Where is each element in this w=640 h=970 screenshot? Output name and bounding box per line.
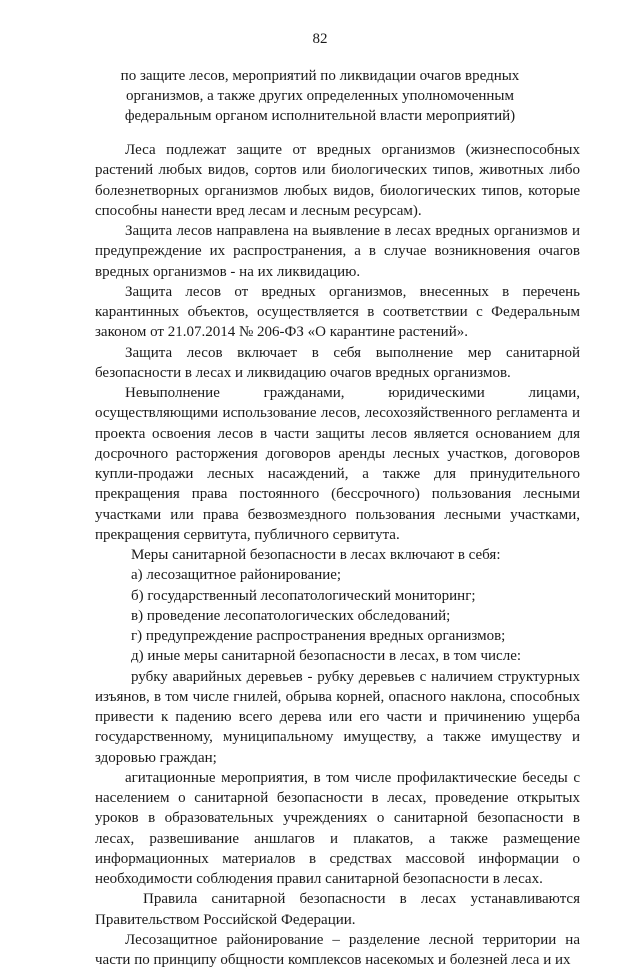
paragraph: Леса подлежат защите от вредных организмов (жизнеспособных растений любых видов, сортов или биологических типов, животных либо болезнетворных организмов любых видов, биологических типов, которые способны нанести вред лесам и лесным ресурсам). [95,142,580,219]
heading-line: федеральным органом исполнительной власти мероприятий) [124,108,516,124]
page-number: 82 [312,31,328,47]
sub-paragraph: рубку аварийных деревьев - рубку деревьев с наличием структурных изъянов, в том числе гнилей, обрыва корней, опасного наклона, способных привести к падению всего дерева или его части и причинению ущерба государственному, муниципальному имуществу, а также имуществу и здоровью граждан; [95,668,580,766]
heading-line: по защите лесов, мероприятий по ликвидации очагов вредных [120,68,520,84]
measures-list-item: а) лесозащитное районирование; [131,567,342,584]
measures-list-item: б) государственный лесопатологический мониторинг; [131,587,476,604]
sub-paragraph: агитационные мероприятия, в том числе профилактические беседы с населением о санитарной безопасности в лесах, проведение открытых уроков в образовательных учреждениях о санитарной безопасности в лесах, развешивание аншлагов и плакатов, а также размещение информационных материалов в средствах массовой информации о необходимости соблюдения правил санитарной безопасности в лесах. [95,769,580,887]
paragraph: Защита лесов направлена на выявление в лесах вредных организмов и предупреждение их распространения, а в случае возникновения очагов вредных организмов - на их ликвидацию. [95,223,580,280]
measures-list-item: в) проведение лесопатологических обследований; [131,607,451,624]
measures-list-item: г) предупреждение распространения вредных организмов; [131,628,506,644]
paragraph: Защита лесов включает в себя выполнение мер санитарной безопасности в лесах и ликвидацию очагов вредных организмов. [95,344,580,381]
paragraph: Правила санитарной безопасности в лесах устанавливаются Правительством Российской Федерации. [95,891,580,928]
heading-line: организмов, а также других определенных уполномоченным [126,88,514,104]
paragraph: Защита лесов от вредных организмов, внесенных в перечень карантинных объектов, осуществляется в соответствии с Федеральным законом от 21.07.2014 № 206-ФЗ «О карантине растений». [95,283,580,341]
section-heading [95,66,545,126]
document-body [95,140,580,970]
paragraph: Лесозащитное районирование – разделение лесной территории на части по принципу общности комплексов насекомых и болезней леса и их [95,931,580,968]
measures-intro: Меры санитарной безопасности в лесах включают в себя: [131,547,501,563]
measures-list-item: д) иные меры санитарной безопасности в лесах, в том числе: [131,648,522,665]
paragraph: Невыполнение гражданами, юридическими лицами, осуществляющими использование лесов, лесохозяйственного регламента и проекта освоения лесов в части защиты лесов является основанием для досрочного расторжения договоров аренды лесных участков, договоров купли-продажи лесных насаждений, а также для принудительного прекращения права постоянного (бессрочного) пользования лесными участками или права безвозмездного пользования лесными участками, прекращения сервитута, публичного сервитута. [95,385,580,543]
